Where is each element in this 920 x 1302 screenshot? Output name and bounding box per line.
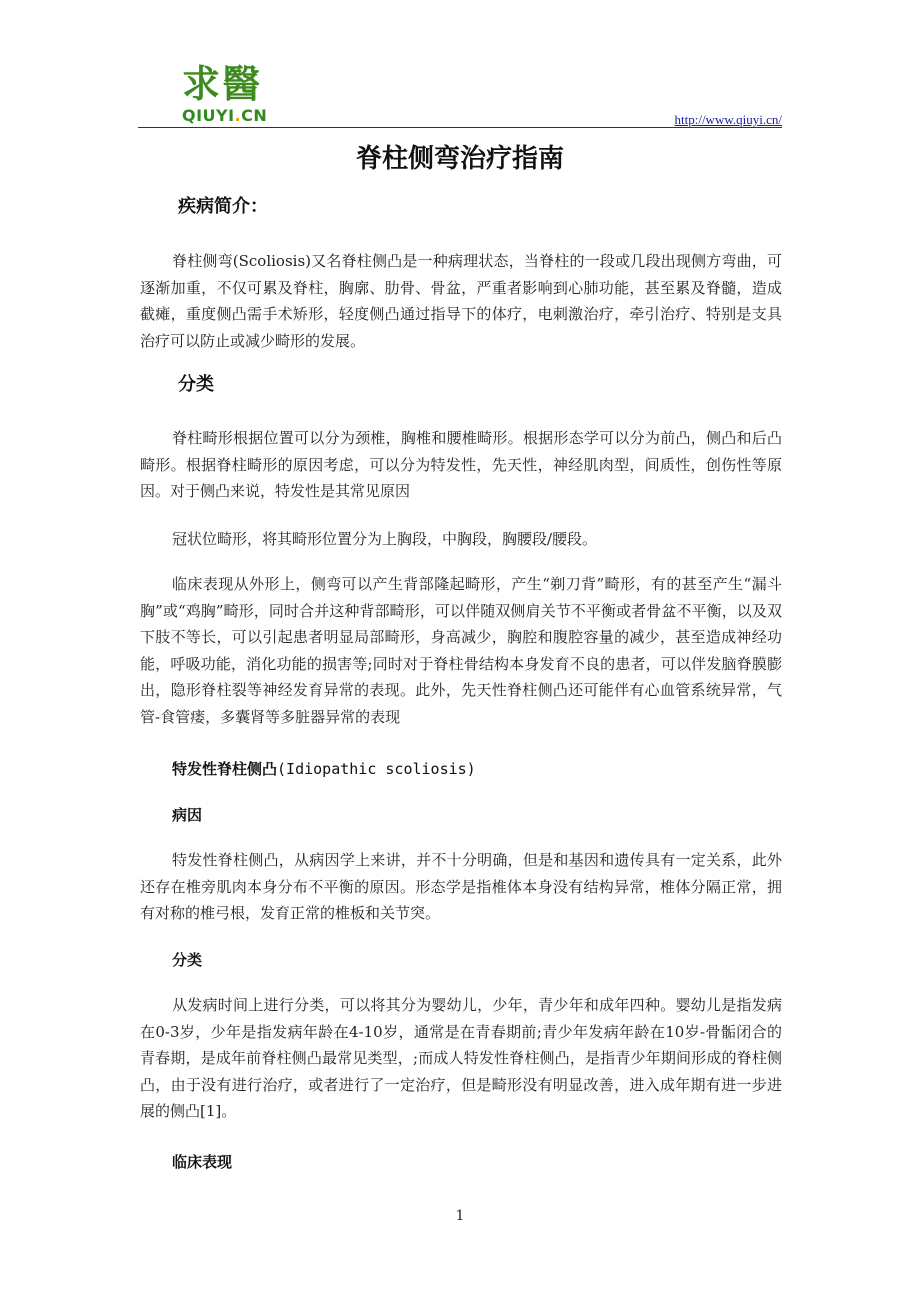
document-title: 脊柱侧弯治疗指南 xyxy=(355,144,564,174)
clinical-overview-paragraph: 临床表现从外形上，侧弯可以产生背部隆起畸形，产生“剃刀背”畸形，有的甚至产生“漏斗胸”或“鸡胸”畸形，同时合并这种背部畸形，可以伴随双侧肩关节不平衡或者骨盆不平衡，以及双下肢不等长，可以引起患者明显局部畸形，身高减少，胸腔和腹腔容量的减少，甚至造成神经功能，呼吸功能，消化功能的损害等;同时对于脊柱骨结构本身发育不良的患者，可以伴发脑脊膜膨出，隐形脊柱裂等神经发育异常的表现。此外，先天性脊柱侧凸还可能伴有心血管系统异常，气管-食管瘘，多囊肾等多脏器异常的表现 xyxy=(140,575,782,726)
logo-en-main: QIUYI xyxy=(182,106,235,125)
logo-en-dot: . xyxy=(234,106,242,125)
logo xyxy=(178,62,278,126)
idiopathic-classification-heading: 分类 xyxy=(172,951,203,969)
logo-english xyxy=(182,106,267,125)
cause-paragraph: 特发性脊柱侧凸，从病因学上来讲，并不十分明确，但是和基因和遗传具有一定关系，此外还存在椎旁肌肉本身分布不平衡的原因。形态学是指椎体本身没有结构异常，椎体分隔正常，拥有对称的椎弓根，发育正常的椎板和关节突。 xyxy=(140,851,782,922)
clinical-heading: 临床表现 xyxy=(172,1153,233,1171)
cause-heading: 病因 xyxy=(172,806,203,824)
logo-chinese: 求醫 xyxy=(182,61,263,106)
idiopathic-classification-paragraph: 从发病时间上进行分类，可以将其分为婴幼儿，少年，青少年和成年四种。婴幼儿是指发病在0-3岁，少年是指发病年龄在4-10岁，通常是在青春期前;青少年发病年龄在10岁-骨骺闭合的青春期，是成年前脊柱侧凸最常见类型，;而成人特发性脊柱侧凸，是指青少年期间形成的脊柱侧凸，由于没有进行治疗，或者进行了一定治疗，但是畸形没有明显改善，进入成年期有进一步进展的侧凸[1]。 xyxy=(140,996,782,1120)
logo-en-tld: CN xyxy=(241,106,268,125)
classification-paragraph-1: 脊柱畸形根据位置可以分为颈椎，胸椎和腰椎畸形。根据形态学可以分为前凸，侧凸和后凸畸形。根据脊柱畸形的原因考虑，可以分为特发性，先天性，神经肌肉型，间质性，创伤性等原因。对于侧凸来说，特发性是其常见原因 xyxy=(140,429,782,500)
intro-heading: 疾病简介： xyxy=(178,196,268,217)
idiopathic-heading-cn: 特发性脊柱侧凸 xyxy=(172,760,278,778)
classification-heading: 分类 xyxy=(178,374,214,395)
idiopathic-heading-en: (Idiopathic scoliosis) xyxy=(277,760,476,778)
idiopathic-heading xyxy=(172,758,476,779)
header-divider xyxy=(138,127,782,128)
header-url-link[interactable]: http://www.qiuyi.cn/ xyxy=(674,112,782,127)
page-number: 1 xyxy=(455,1208,465,1224)
intro-paragraph: 脊柱侧弯(Scoliosis)又名脊柱侧凸是一种病理状态，当脊柱的一段或几段出现侧方弯曲，可逐渐加重，不仅可累及脊柱，胸廓、肋骨、骨盆，严重者影响到心肺功能，甚至累及脊髓，造成截瘫，重度侧凸需手术矫形，轻度侧凸通过指导下的体疗，电刺激治疗，牵引治疗、特别是支具治疗可以防止或减少畸形的发展。 xyxy=(140,252,782,350)
classification-paragraph-2: 冠状位畸形，将其畸形位置分为上胸段，中胸段，胸腰段/腰段。 xyxy=(172,530,598,548)
